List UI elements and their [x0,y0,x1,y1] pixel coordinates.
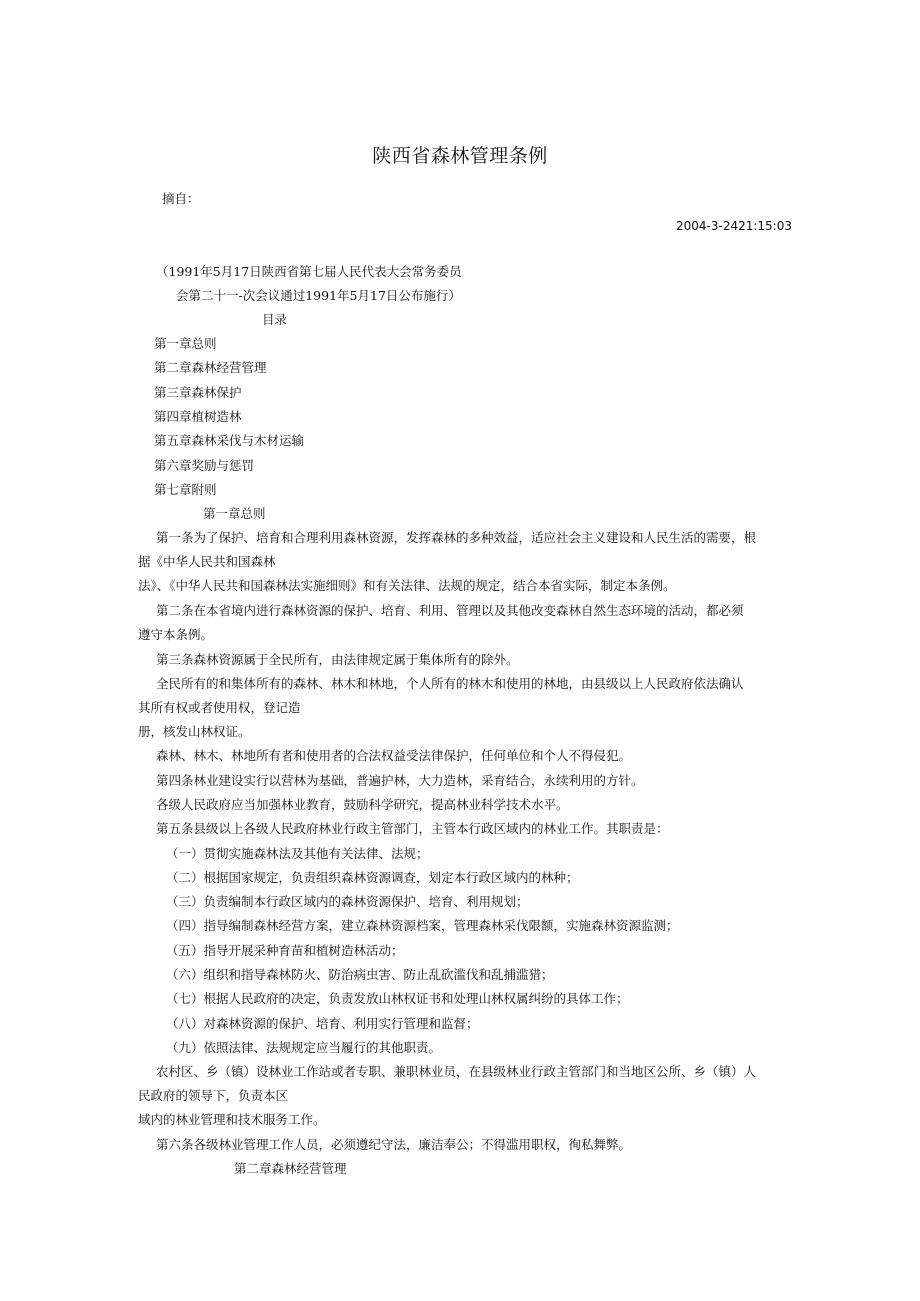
duty-item: （四）指导编制森林经营方案，建立森林资源档案，管理森林采伐限额，实施森林资源监测； [166,918,679,933]
toc-item: 第六章奖励与惩罚 [154,458,255,473]
body-line: 域内的林业管理和技术服务工作。 [138,1112,326,1127]
body-line: 第二条在本省境内进行森林资源的保护、培育、利用、管理以及其他改变森林自然生态环境的活动，都必须 [156,603,744,618]
source-label: 摘自： [162,191,200,206]
body-line: 遵守本条例。 [138,627,214,642]
duty-item: （二）根据国家规定，负责组织森林资源调查，划定本行政区域内的林种； [166,870,579,885]
toc-item: 第五章森林采伐与木材运输 [154,433,305,448]
body-line: 第五条县级以上各级人民政府林业行政主管部门，主管本行政区域内的林业工作。其职责是： [156,821,669,836]
duty-item: （五）指导开展采种育苗和植树造林活动； [166,943,404,958]
body-line: 其所有权或者使用权，登记造 [138,700,301,715]
publish-date: 2004-3-2421:15:03 [676,219,792,233]
body-line: 全民所有的和集体所有的森林、林木和林地，个人所有的林木和使用的林地，由县级以上人民政府依法确认 [156,676,744,691]
toc-item: 第七章附则 [154,482,217,497]
body-line: 据《中华人民共和国森林 [138,554,276,569]
body-line: 第四条林业建设实行以营林为基础，普遍护林，大力造林，采育结合，永续利用的方针。 [156,773,644,788]
body-line: 各级人民政府应当加强林业教育，鼓励科学研究，提高林业科学技术水平。 [156,797,569,812]
chapter-heading: 第二章森林经营管理 [234,1161,347,1176]
body-line: 民政府的领导下，负责本区 [138,1088,289,1103]
toc-heading: 目录 [262,312,288,327]
toc-item: 第四章植树造林 [154,409,242,424]
toc-item: 第二章森林经营管理 [154,360,267,375]
body-line: 农村区、乡（镇）设林业工作站或者专职、兼职林业员，在县级林业行政主管部门和当地区公所、乡（镇）人 [156,1064,757,1079]
body-line: 法》、《中华人民共和国森林法实施细则》和有关法律、法规的规定，结合本省实际，制定本条例。 [138,578,676,593]
toc-item: 第三章森林保护 [154,385,242,400]
duty-item: （八）对森林资源的保护、培育、利用实行管理和监督； [166,1016,479,1031]
document-title: 陕西省森林管理条例 [372,145,548,167]
body-line: 第三条森林资源属于全民所有，由法律规定属于集体所有的除外。 [156,652,519,667]
preamble-line: 会第二十一-次会议通过1991年5月17日公布施行） [176,288,461,303]
duty-item: （七）根据人民政府的决定，负责发放山林权证书和处理山林权属纠纷的具体工作； [166,991,629,1006]
body-line: 第一条为了保护、培育和合理利用森林资源，发挥森林的多种效益，适应社会主义建设和人民生活的需要，根 [156,530,757,545]
duty-item: （一）贯彻实施森林法及其他有关法律、法规； [166,846,429,861]
body-line: 册，核发山林权证。 [138,724,251,739]
body-line: 第六条各级林业管理工作人员，必须遵纪守法，廉洁奉公；不得滥用职权，徇私舞弊。 [156,1137,632,1152]
preamble-line: （1991年5月17日陕西省第七届人民代表大会常务委员 [156,264,462,279]
duty-item: （三）负责编制本行政区域内的森林资源保护、培育、利用规划； [166,894,529,909]
duty-item: （九）依照法律、法规规定应当履行的其他职责。 [166,1040,442,1055]
toc-item: 第一章总则 [154,336,217,351]
body-line: 森林、林木、林地所有者和使用者的合法权益受法律保护，任何单位和个人不得侵犯。 [156,748,632,763]
chapter-heading: 第一章总则 [203,506,266,521]
duty-item: （六）组织和指导森林防火、防治病虫害、防止乱砍滥伐和乱捕滥猎； [166,967,554,982]
